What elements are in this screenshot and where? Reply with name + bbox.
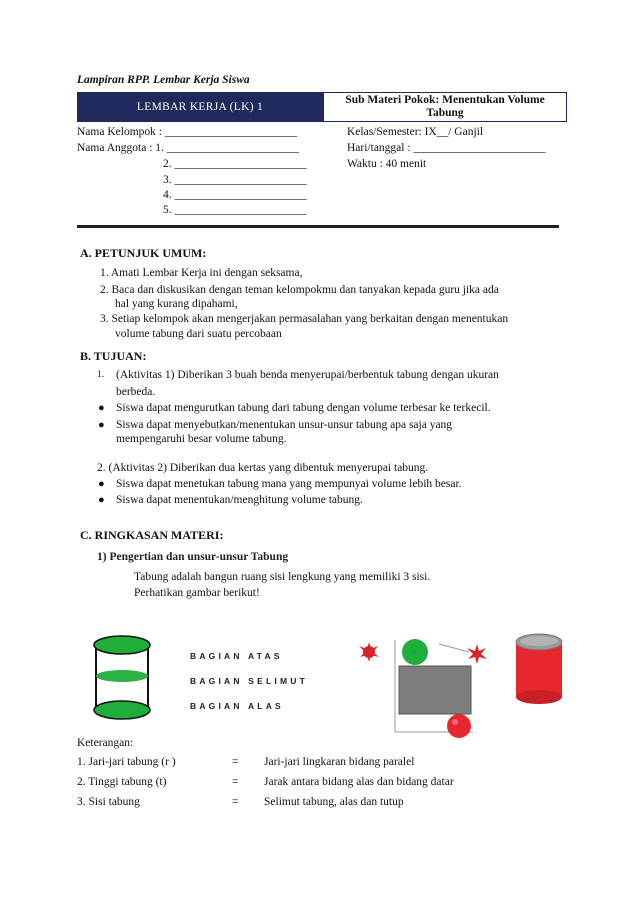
petunjuk-item-2-cont: hal yang kurang dipahami, xyxy=(115,298,238,310)
tujuan-bullet-1: Siswa dapat mengurutkan tabung dari tabung dengan volume terbesar ke terkecil. xyxy=(116,402,491,414)
red-cylinder-figure xyxy=(510,630,570,710)
net-top-circle xyxy=(402,639,428,665)
petunjuk-item-1: 1. Amati Lembar Kerja ini dengan seksama, xyxy=(100,267,303,279)
activity-1-line2: berbeda. xyxy=(116,386,156,398)
petunjuk-item-3-cont: volume tabung dari suatu percobaan xyxy=(115,328,282,340)
waktu: Waktu : 40 menit xyxy=(347,158,427,170)
splat-red-left xyxy=(359,642,379,662)
cylinder-bottom xyxy=(516,690,562,704)
divider-rule xyxy=(77,225,559,228)
keterangan-row-2-left: 2. Tinggi tabung (t) xyxy=(77,776,167,788)
sub-materi-line1: Sub Materi Pokok: Menentukan Volume xyxy=(345,94,545,106)
anggota-5: 5. _______________________ xyxy=(163,204,307,216)
keterangan-row-2-eq: = xyxy=(232,776,239,788)
kelas-semester: Kelas/Semester: IX__/ Ganjil xyxy=(347,126,484,138)
shadow-ellipse xyxy=(96,670,148,682)
net-rectangle xyxy=(399,666,471,714)
sub-materi-line2: Tabung xyxy=(426,107,464,119)
activity-1-number: 1. xyxy=(97,370,105,380)
keterangan-row-3-left: 3. Sisi tabung xyxy=(77,796,140,808)
keterangan-row-1-eq: = xyxy=(232,756,239,768)
sub-materi-box xyxy=(323,92,567,122)
section-c-title: C. RINGKASAN MATERI: xyxy=(80,528,224,542)
tujuan-bullet-2: Siswa dapat menyebutkan/menentukan unsur-unsur tabung apa saja yang xyxy=(116,419,453,431)
label-bagian-atas: BAGIAN ATAS xyxy=(190,651,283,661)
lampiran-title: Lampiran RPP. Lembar Kerja Siswa xyxy=(77,74,250,86)
keterangan-row-3-eq: = xyxy=(232,796,239,808)
lk-title: LEMBAR KERJA (LK) 1 xyxy=(136,101,264,113)
cylinder-net-figure xyxy=(355,630,495,740)
lk-title-box xyxy=(77,92,323,122)
keterangan-row-2-right: Jarak antara bidang alas dan bidang datar xyxy=(264,776,454,788)
nama-anggota: Nama Anggota : 1. _______________________ xyxy=(77,142,299,154)
label-bagian-alas: BAGIAN ALAS xyxy=(190,701,284,711)
splat-red-right xyxy=(467,644,487,664)
pengertian-paragraph: Tabung adalah bangun ruang sisi lengkung yang memiliki 3 sisi. xyxy=(134,571,431,583)
bullet-dot: ● xyxy=(98,402,105,414)
bullet-dot: ● xyxy=(98,478,105,490)
label-bagian-selimut: BAGIAN SELIMUT xyxy=(190,676,308,686)
pengertian-heading xyxy=(97,551,288,563)
anggota-4: 4. _______________________ xyxy=(163,189,307,201)
activity-1-line1: (Aktivitas 1) Diberikan 3 buah benda menyerupai/berbentuk tabung dengan ukuran xyxy=(116,369,499,381)
tujuan-bullet-2-cont: mempengaruhi besar volume tabung. xyxy=(116,433,287,445)
pengertian-heading-text: 1) Pengertian dan unsur-unsur Tabung xyxy=(97,551,289,563)
keterangan-row-1-right: Jari-jari lingkaran bidang paralel xyxy=(264,756,415,768)
hari-tanggal: Hari/tanggal : _______________________ xyxy=(347,142,546,154)
nama-kelompok: Nama Kelompok : _______________________ xyxy=(77,126,298,138)
activity-2: 2. (Aktivitas 2) Diberikan dua kertas yang dibentuk menyerupai tabung. xyxy=(97,462,429,474)
perhatikan-text: Perhatikan gambar berikut! xyxy=(134,587,260,599)
bullet-dot: ● xyxy=(98,494,105,506)
bullet-dot: ● xyxy=(98,419,105,431)
keterangan-row-3-right: Selimut tabung, alas dan tutup xyxy=(264,796,404,808)
cylinder-parts-figure xyxy=(86,630,196,730)
section-b-title: B. TUJUAN: xyxy=(80,349,147,363)
net-bottom-circle xyxy=(447,714,471,738)
keterangan-label: Keterangan: xyxy=(77,737,134,749)
bottom-base-ellipse xyxy=(94,701,150,719)
anggota-2: 2. _______________________ xyxy=(163,158,307,170)
petunjuk-item-2: 2. Baca dan diskusikan dengan teman kelompokmu dan tanyakan kepada guru jika ada xyxy=(100,284,499,296)
petunjuk-item-3: 3. Setiap kelompok akan mengerjakan permasalahan yang berkaitan dengan menentukan xyxy=(100,313,509,325)
top-base-ellipse xyxy=(94,636,150,654)
section-a-title: A. PETUNJUK UMUM: xyxy=(80,246,207,260)
keterangan-row-1-left: 1. Jari-jari tabung (r ) xyxy=(77,756,176,768)
tujuan-bullet-4: Siswa dapat menentukan/menghitung volume tabung. xyxy=(116,494,363,506)
anggota-3: 3. _______________________ xyxy=(163,174,307,186)
tujuan-bullet-3: Siswa dapat menetukan tabung mana yang mempunyai volume lebih besar. xyxy=(116,478,462,490)
